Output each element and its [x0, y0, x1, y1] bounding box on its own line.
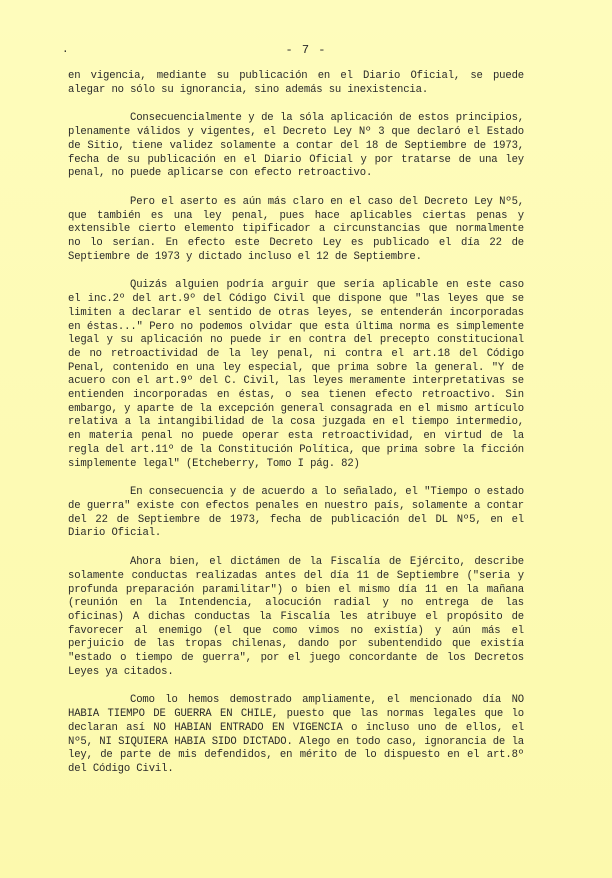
paragraph-1: en vigencia, mediante su publicación en el Diario Oficial, se puede alegar no sólo su ignorancia, sino además su inexistencia.: [68, 70, 524, 96]
margin-mark: .: [62, 44, 69, 56]
paragraph-4: Quizás alguien podría arguir que sería aplicable en este caso el inc.2º del art.9º del Código Civil que dispone que "las leyes que se limiten a declarar el sentido de otras leyes, se entenderán incorporadas en éstas..." Pero no podemos olvidar que esta última norma es simplemente legal y su aplicación no puede ir en contra del precepto constitucional de no retroactividad de la ley penal, ni contra el art.18 del Código Penal, contenido en una ley especial, que prima sobre la general. "Y de acuero con el art.9º del C. Civil, las leyes meramente interpretativas se entienden incorporadas en éstas, o sea tienen efecto retroactivo. Sin embargo, y aparte de la excepción general consagrada en el mismo artículo relativa a la intangibilidad de la cosa juzgada en el tiempo intermedio, en materia penal no puede operar esta retroactividad, en virtud de la regla del art.11º de la Constitución Política, que prima sobre la ficción simplemente legal" (Etcheberry, Tomo I pág. 82): [68, 279, 524, 470]
document-body: [68, 70, 524, 792]
paragraph-5: En consecuencia y de acuerdo a lo señalado, el "Tiempo o estado de guerra" existe con efectos penales en nuestro país, solamente a contar del 22 de Septiembre de 1973, fecha de publicación del DL Nº5, en el Diario Oficial.: [68, 486, 524, 540]
paragraph-6: Ahora bien, el dictámen de la Fiscalía de Ejército, describe solamente conductas realizadas antes del día 11 de Septiembre ("seria y profunda preparación paramilitar") o bien el mismo día 11 en la mañana (reunión en la Intendencia, alocución radial y no entrega de las oficinas) A dichas conductas la Fiscalía les atribuye el propósito de favorecer al enemigo (el que como vimos no existía) y aún más el perjuicio de las tropas chilenas, dando por subentendido que existía "estado o tiempo de guerra", por el juego concordante de los Decretos Leyes ya citados.: [68, 556, 524, 678]
paragraph-3: Pero el aserto es aún más claro en el caso del Decreto Ley Nº5, que también es una ley penal, pues hace aplicables ciertas penas y extensible cierto elemento tipificador a circunstancias que normalmente no lo serían. En efecto este Decreto Ley es publicado el día 22 de Septiembre de 1973 y dictado incluso el 12 de Septiembre.: [68, 195, 524, 263]
paragraph-2: Consecuencialmente y de la sóla aplicación de estos principios, plenamente válidos y vigentes, el Decreto Ley Nº 3 que declaró el Estado de Sitio, tiene validez solamente a contar del 18 de Septiembre de 1973, fecha de su publicación en el Diario Oficial y por tratarse de una ley penal, no puede aplicarse con efecto retroactivo.: [68, 112, 524, 180]
paragraph-7: Como lo hemos demostrado ampliamente, el mencionado día NO HABIA TIEMPO DE GUERRA EN CHILE, puesto que las normas legales que lo declaran así NO HABIAN ENTRADO EN VIGENCIA o incluso uno de ellos, el Nº5, NI SIQUIERA HABIA SIDO DICTADO. Alego en todo caso, ignorancia de la ley, de parte de mis defendidos, en mérito de lo dispuesto en el art.8º del Código Civil.: [68, 694, 524, 775]
page-number: - 7 -: [285, 43, 327, 57]
